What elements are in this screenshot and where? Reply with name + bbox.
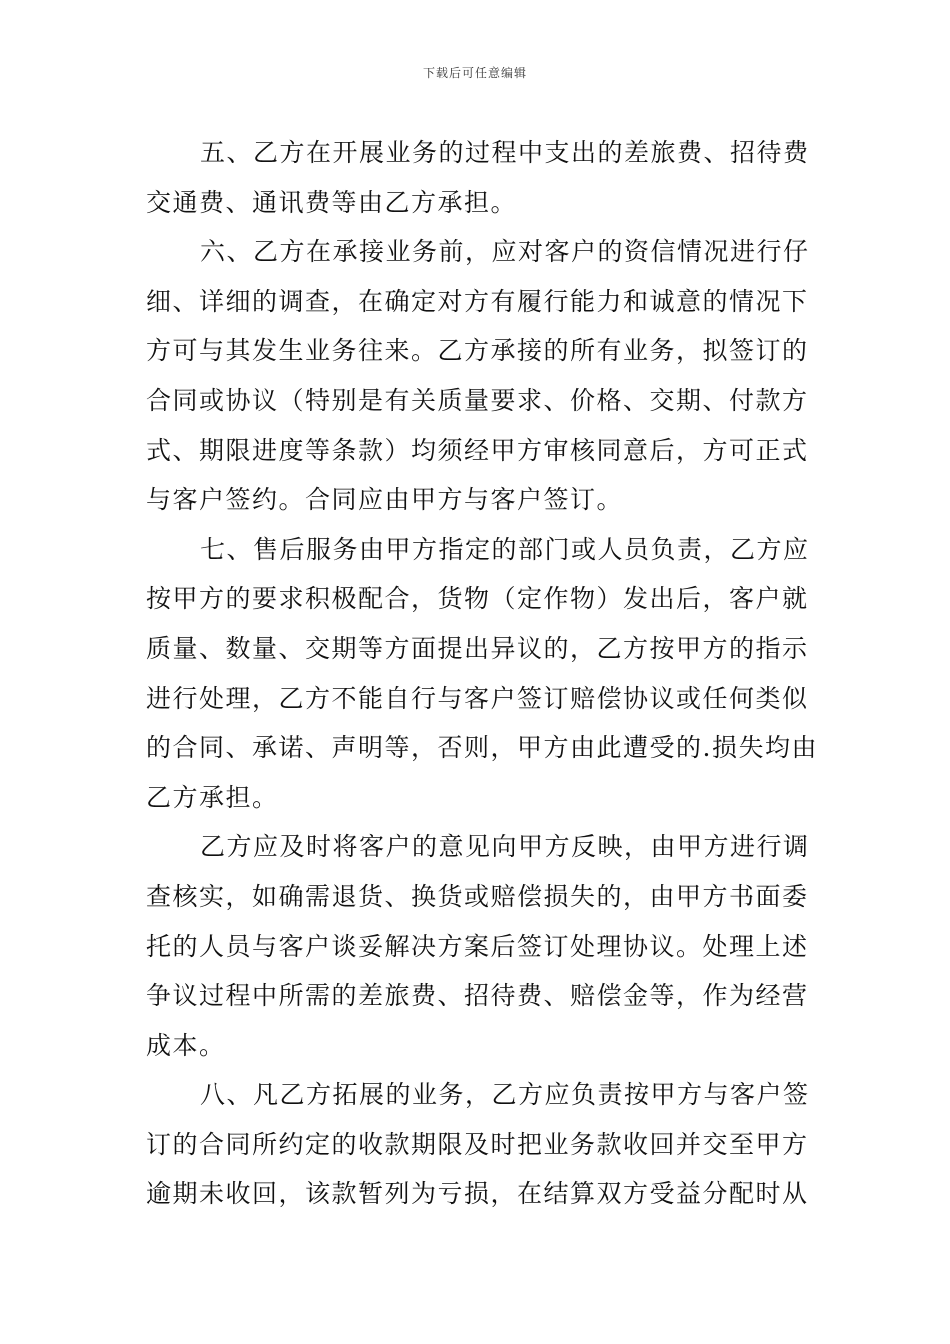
text-line: 托的人员与客户谈妥解决方案后签订处理协议。处理上述 xyxy=(146,931,809,961)
text-line: 成本。 xyxy=(146,1030,226,1060)
text-line: 按甲方的要求积极配合，货物（定作物）发出后，客户就 xyxy=(146,584,809,614)
text-line: 质量、数量、交期等方面提出异议的，乙方按甲方的指示 xyxy=(146,633,809,663)
page-header: 下载后可任意编辑 xyxy=(422,66,527,80)
text-line: 争议过程中所需的差旅费、招待费、赔偿金等，作为经营 xyxy=(146,981,809,1011)
text-line: 逾期未收回，该款暂列为亏损，在结算双方受益分配时从 xyxy=(146,1179,809,1209)
document-body xyxy=(146,128,818,1219)
text-line: 与客户签约。合同应由甲方与客户签订。 xyxy=(146,485,624,515)
text-line: 进行处理，乙方不能自行与客户签订赔偿协议或任何类似 xyxy=(146,683,809,713)
text-line: 乙方应及时将客户的意见向甲方反映，由甲方进行调 xyxy=(200,832,810,862)
text-line: 乙方承担。 xyxy=(146,782,279,812)
paragraph-7 xyxy=(146,525,818,823)
text-line: 八、凡乙方拓展的业务，乙方应负责按甲方与客户签 xyxy=(200,1080,810,1110)
text-line: 七、售后服务由甲方指定的部门或人员负责，乙方应 xyxy=(200,534,810,564)
text-line: 交通费、通讯费等由乙方承担。 xyxy=(146,187,518,217)
paragraph-8 xyxy=(146,1070,810,1219)
text-line: 六、乙方在承接业务前，应对客户的资信情况进行仔 xyxy=(200,237,810,267)
text-line: 式、期限进度等条款）均须经甲方审核同意后，方可正式 xyxy=(146,435,809,465)
text-line: 细、详细的调查，在确定对方有履行能力和诚意的情况下 xyxy=(146,286,809,316)
text-line: 方可与其发生业务往来。乙方承接的所有业务，拟签订的 xyxy=(146,336,809,366)
paragraph-6 xyxy=(146,227,810,525)
paragraph-5 xyxy=(146,128,810,227)
text-line: 查核实，如确需退货、换货或赔偿损失的，由甲方书面委 xyxy=(146,881,809,911)
text-line: 的合同、承诺、声明等，否则，甲方由此遭受的.损失均由 xyxy=(146,733,818,763)
text-line: 合同或协议（特别是有关质量要求、价格、交期、付款方 xyxy=(146,385,809,415)
text-line: 五、乙方在开展业务的过程中支出的差旅费、招待费 xyxy=(200,138,810,167)
text-line: 订的合同所约定的收款期限及时把业务款收回并交至甲方 xyxy=(146,1129,809,1159)
paragraph-7-supplement xyxy=(146,822,810,1070)
